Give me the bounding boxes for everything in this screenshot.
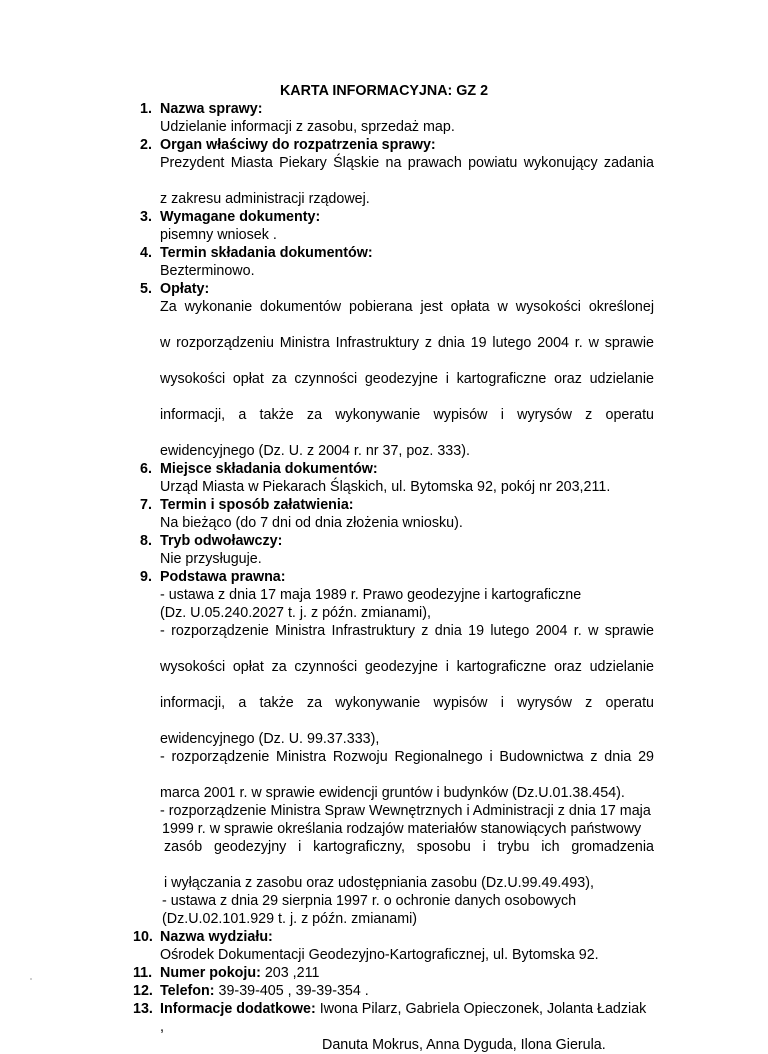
item-heading: Podstawa prawna: xyxy=(160,569,286,585)
item-text: Urząd Miasta w Piekarach Śląskich, ul. Bytomska 92, pokój nr 203,211. xyxy=(160,479,611,495)
legal-basis-line: informacji, a także za wykonywanie wypisów i wyrysów z operatu xyxy=(160,695,654,711)
item-heading: Miejsce składania dokumentów: xyxy=(160,461,378,477)
item-text-line: Prezydent Miasta Piekary Śląskie na prawach powiatu wykonujący zadania xyxy=(160,155,654,171)
legal-basis-line: zasób geodezyjny i kartograficzny, sposobu i trybu ich gromadzenia xyxy=(164,839,654,855)
list-item-3 xyxy=(140,208,654,244)
legal-basis-line: - rozporządzenie Ministra Spraw Wewnętrznych i Administracji z dnia 17 maja xyxy=(160,803,651,819)
item-text-line: informacji, a także za wykonywanie wypisów i wyrysów z operatu xyxy=(160,407,654,423)
list-item-6 xyxy=(140,460,654,496)
list-item-7 xyxy=(140,496,654,532)
item-number: 8. xyxy=(140,533,152,549)
item-text-line: w rozporządzeniu Ministra Infrastruktury z dnia 19 lutego 2004 r. w sprawie xyxy=(160,335,654,351)
item-number: 7. xyxy=(140,497,152,513)
item-text: Ośrodek Dokumentacji Geodezyjno-Kartograficznej, ul. Bytomska 92. xyxy=(160,947,599,963)
legal-basis-line: ewidencyjnego (Dz. U. 99.37.333), xyxy=(160,731,380,747)
item-text: pisemny wniosek . xyxy=(160,227,277,243)
list-item-5 xyxy=(140,280,654,460)
list-item-12 xyxy=(133,982,654,1000)
item-text-line: wysokości opłat za czynności geodezyjne i kartograficzne oraz udzielanie xyxy=(160,371,654,387)
item-text-line: Za wykonanie dokumentów pobierana jest opłata w wysokości określonej xyxy=(160,299,654,315)
phone-numbers: 39-39-405 , 39-39-354 . xyxy=(218,983,369,999)
list-item-1 xyxy=(140,100,654,136)
page-speck xyxy=(30,978,32,980)
item-number: 1. xyxy=(140,101,152,117)
info-list xyxy=(133,100,654,1054)
page-title: KARTA INFORMACYJNA: GZ 2 xyxy=(279,83,489,99)
item-heading: Wymagane dokumenty: xyxy=(160,209,321,225)
item-text: Bezterminowo. xyxy=(160,263,255,279)
legal-basis-line: - ustawa z dnia 29 sierpnia 1997 r. o ochronie danych osobowych xyxy=(162,893,577,909)
legal-basis-line: marca 2001 r. w sprawie ewidencji gruntów i budynków (Dz.U.01.38.454). xyxy=(160,785,625,801)
item-text-line: ewidencyjnego (Dz. U. z 2004 r. nr 37, poz. 333). xyxy=(160,443,470,459)
legal-basis-line: (Dz.U.02.101.929 t. j. z późn. zmianami) xyxy=(162,911,418,927)
item-text-line: z zakresu administracji rządowej. xyxy=(160,191,370,207)
item-heading: Termin i sposób załatwienia: xyxy=(160,497,354,513)
item-heading: Organ właściwy do rozpatrzenia sprawy: xyxy=(160,137,436,153)
item-number: 2. xyxy=(140,137,152,153)
legal-basis-line: 1999 r. w sprawie określania rodzajów materiałów stanowiących państwowy xyxy=(162,821,642,837)
item-heading: Informacje dodatkowe: xyxy=(160,1001,316,1017)
item-heading: Opłaty: xyxy=(160,281,210,297)
item-text: Nie przysługuje. xyxy=(160,551,262,567)
item-text: Na bieżąco (do 7 dni od dnia złożenia wniosku). xyxy=(160,515,463,531)
item-heading: Nazwa wydziału: xyxy=(160,929,273,945)
room-number: 203 ,211 xyxy=(264,965,320,981)
item-number: 13. xyxy=(133,1001,153,1017)
item-number: 5. xyxy=(140,281,152,297)
list-item-8 xyxy=(140,532,654,568)
item-number: 10. xyxy=(133,929,153,945)
legal-basis-line: wysokości opłat za czynności geodezyjne i kartograficzne oraz udzielanie xyxy=(160,659,654,675)
list-item-11 xyxy=(133,964,654,982)
legal-basis-line: - rozporządzenie Ministra Infrastruktury z dnia 19 lutego 2004 r. w sprawie xyxy=(160,623,654,639)
item-heading: Tryb odwoławczy: xyxy=(160,533,283,549)
list-item-2 xyxy=(140,136,654,208)
item-number: 3. xyxy=(140,209,152,225)
item-heading: Telefon: xyxy=(160,983,215,999)
legal-basis-line: (Dz. U.05.240.2027 t. j. z późn. zmianami), xyxy=(160,605,431,621)
list-item-9 xyxy=(140,568,654,928)
list-item-13 xyxy=(133,1000,654,1054)
item-heading: Numer pokoju: xyxy=(160,965,261,981)
legal-basis-line: i wyłączania z zasobu oraz udostępniania zasobu (Dz.U.99.49.493), xyxy=(164,875,594,891)
contact-names: Iwona Pilarz, Gabriela Opieczonek, Jolanta Ładziak , xyxy=(160,1001,647,1035)
contact-names-continued: Danuta Mokrus, Anna Dyguda, Ilona Gierula. xyxy=(322,1037,606,1053)
item-number: 11. xyxy=(133,965,153,981)
item-number: 4. xyxy=(140,245,152,261)
legal-basis-line: - ustawa z dnia 17 maja 1989 r. Prawo geodezyjne i kartograficzne xyxy=(160,587,582,603)
item-text: Udzielanie informacji z zasobu, sprzedaż map. xyxy=(160,119,455,135)
item-number: 9. xyxy=(140,569,152,585)
list-item-4 xyxy=(140,244,654,280)
legal-basis-line: - rozporządzenie Ministra Rozwoju Regionalnego i Budownictwa z dnia 29 xyxy=(160,749,654,765)
item-heading: Termin składania dokumentów: xyxy=(160,245,373,261)
list-item-10 xyxy=(133,928,654,964)
item-heading: Nazwa sprawy: xyxy=(160,101,263,117)
item-number: 6. xyxy=(140,461,152,477)
item-number: 12. xyxy=(133,983,153,999)
